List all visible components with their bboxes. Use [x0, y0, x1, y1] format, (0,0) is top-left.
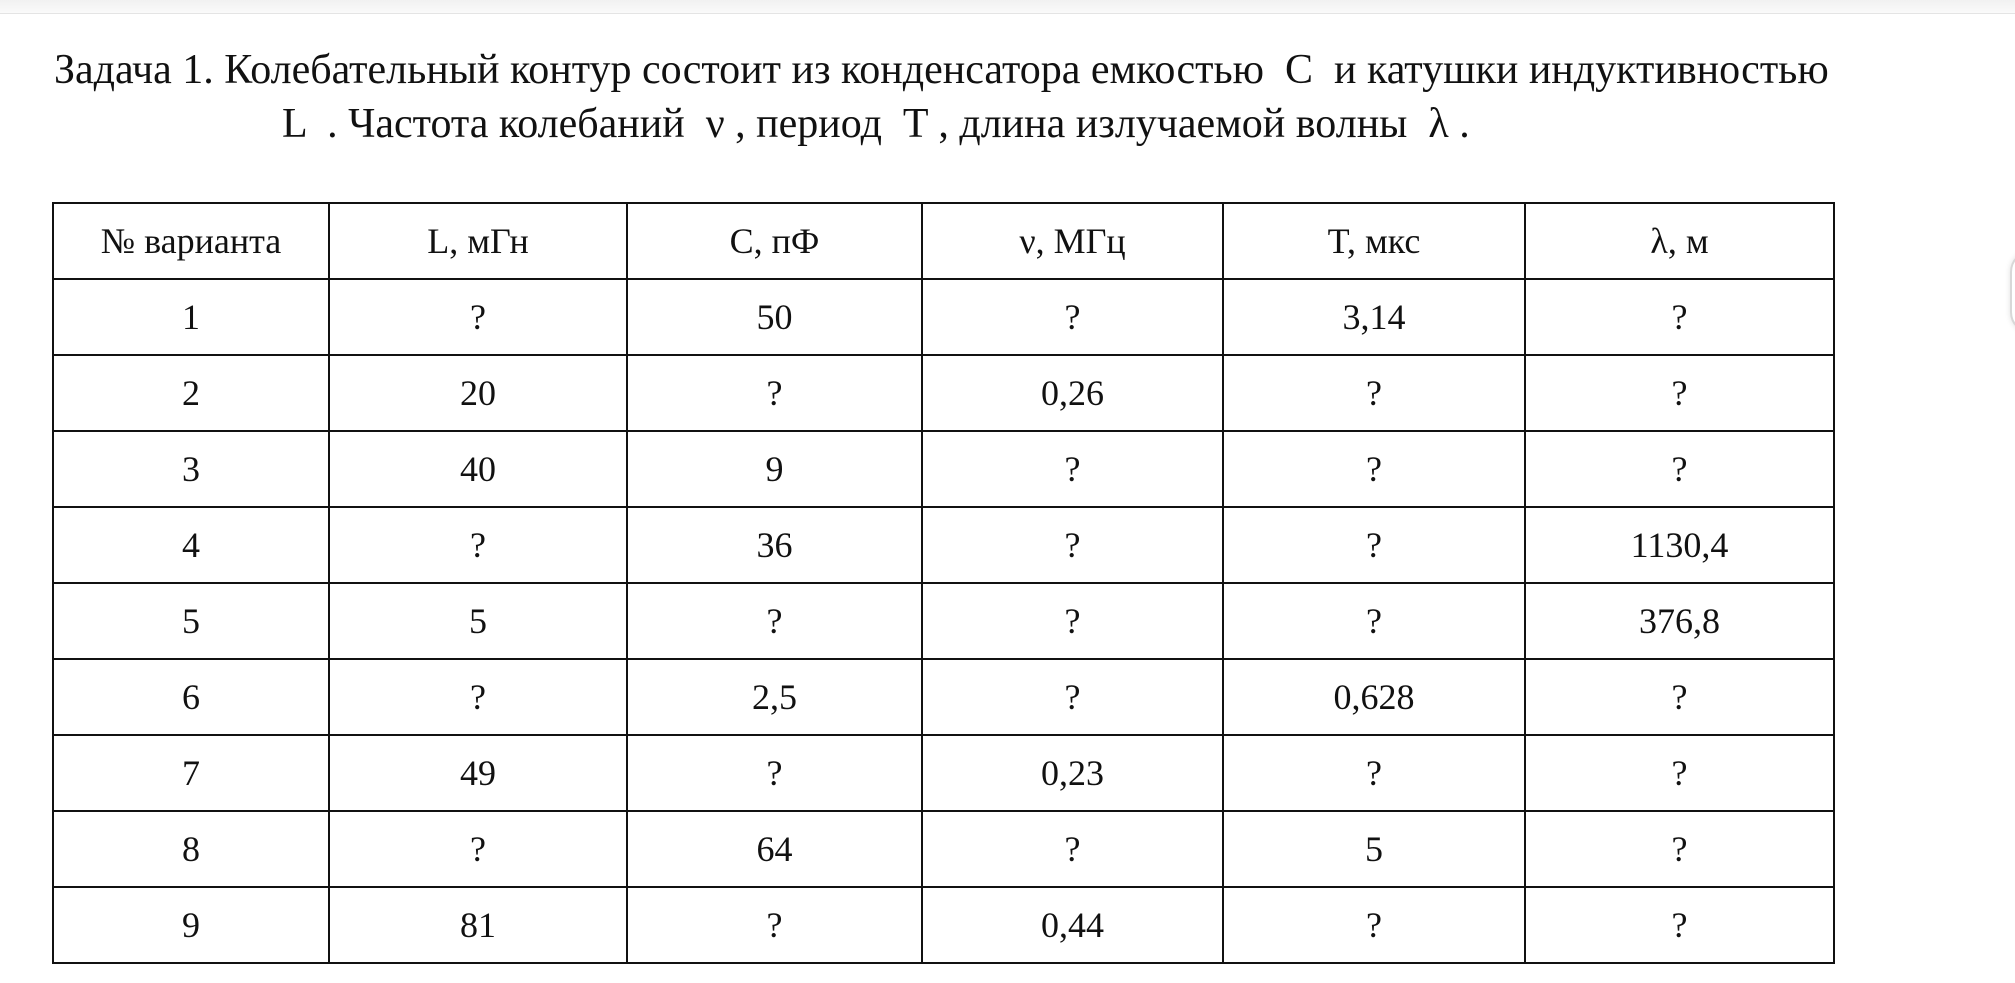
table-cell: ?	[329, 811, 627, 887]
table-cell: 8	[53, 811, 329, 887]
task-text-line-1	[54, 46, 1829, 94]
table-cell: 2,5	[627, 659, 922, 735]
table-cell: ?	[1525, 355, 1834, 431]
table-cell: 64	[627, 811, 922, 887]
table-cell: 6	[53, 659, 329, 735]
table-cell: ?	[922, 507, 1223, 583]
table-cell: 40	[329, 431, 627, 507]
table-cell: ?	[329, 507, 627, 583]
table-cell: ?	[1525, 811, 1834, 887]
table-cell: ?	[1525, 279, 1834, 355]
table-cell: ?	[1223, 431, 1525, 507]
table-cell: ?	[329, 279, 627, 355]
table-cell: ?	[329, 659, 627, 735]
table-row	[53, 583, 1834, 659]
variants-table	[52, 202, 1835, 964]
table-row	[53, 659, 1834, 735]
table-cell: ?	[1525, 431, 1834, 507]
table-row	[53, 355, 1834, 431]
table-cell: ?	[922, 811, 1223, 887]
table-cell: ?	[922, 279, 1223, 355]
header-wavelength: λ, м	[1525, 203, 1834, 279]
table-cell: ?	[1223, 507, 1525, 583]
table-cell: ?	[627, 887, 922, 963]
table-row	[53, 811, 1834, 887]
table-cell: ?	[627, 355, 922, 431]
table-cell: ?	[1223, 887, 1525, 963]
table-cell: 49	[329, 735, 627, 811]
table-cell: 5	[1223, 811, 1525, 887]
table-cell: 81	[329, 887, 627, 963]
table-cell: 4	[53, 507, 329, 583]
header-inductance: L, мГн	[329, 203, 627, 279]
table-row	[53, 279, 1834, 355]
side-scroll-button[interactable]	[2010, 250, 2015, 334]
table-cell: ?	[1525, 735, 1834, 811]
task-text-line-2	[282, 100, 1470, 148]
table-row	[53, 735, 1834, 811]
table-row	[53, 887, 1834, 963]
table-cell: 5	[53, 583, 329, 659]
table-cell: 0,628	[1223, 659, 1525, 735]
table-cell: 7	[53, 735, 329, 811]
task-text: Задача 1. Колебательный контур состоит из конденсатора емкостью C и катушки индуктивностью	[54, 47, 1829, 93]
header-variant: № варианта	[53, 203, 329, 279]
header-period: T, мкс	[1223, 203, 1525, 279]
table-cell: 1	[53, 279, 329, 355]
table-cell: 3	[53, 431, 329, 507]
table-cell: ?	[627, 735, 922, 811]
table-row	[53, 507, 1834, 583]
table-cell: 5	[329, 583, 627, 659]
table-cell: 0,23	[922, 735, 1223, 811]
table-cell: 0,44	[922, 887, 1223, 963]
table-cell: ?	[1223, 735, 1525, 811]
table-cell: 36	[627, 507, 922, 583]
table-cell: ?	[1525, 887, 1834, 963]
table-cell: ?	[922, 431, 1223, 507]
table-cell: 3,14	[1223, 279, 1525, 355]
table-cell: ?	[1223, 583, 1525, 659]
table-cell: ?	[1525, 659, 1834, 735]
task-text: L . Частота колебаний ν , период T , длина излучаемой волны λ .	[282, 101, 1470, 147]
table-cell: ?	[1223, 355, 1525, 431]
table-cell: 2	[53, 355, 329, 431]
table-cell: 1130,4	[1525, 507, 1834, 583]
viewer-top-bar	[0, 0, 2015, 14]
table-cell: 20	[329, 355, 627, 431]
table-cell: ?	[922, 583, 1223, 659]
header-frequency: ν, МГц	[922, 203, 1223, 279]
table-cell: 50	[627, 279, 922, 355]
table-cell: 0,26	[922, 355, 1223, 431]
table-cell: 376,8	[1525, 583, 1834, 659]
table-cell: 9	[53, 887, 329, 963]
table-cell: ?	[627, 583, 922, 659]
table-cell: ?	[922, 659, 1223, 735]
table-row	[53, 431, 1834, 507]
header-capacitance: C, пФ	[627, 203, 922, 279]
table-header-row	[53, 203, 1834, 279]
table-cell: 9	[627, 431, 922, 507]
